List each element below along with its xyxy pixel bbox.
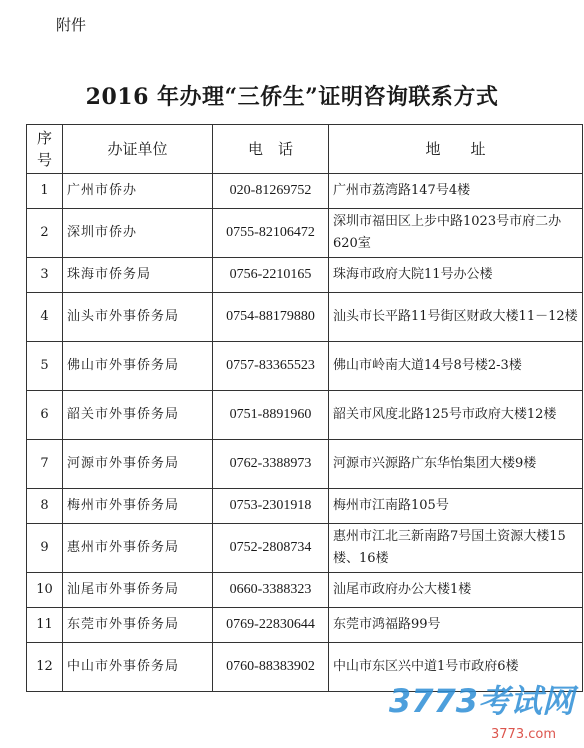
row-unit: 深圳市侨办	[63, 209, 213, 258]
table-row	[27, 342, 583, 391]
row-phone: 0757-83365523	[213, 342, 329, 391]
row-address: 惠州市江北三新南路7号国土资源大楼15楼、16楼	[329, 524, 583, 573]
row-unit: 广州市侨办	[63, 174, 213, 209]
attachment-label: 附件	[56, 16, 87, 34]
table-row	[27, 293, 583, 342]
row-address: 中山市东区兴中道1号市政府6楼	[329, 643, 583, 692]
row-phone: 0751-8891960	[213, 391, 329, 440]
row-index: 5	[27, 342, 63, 391]
document-title: 2016 年办理“三侨生”证明咨询联系方式	[85, 84, 499, 110]
row-unit: 东莞市外事侨务局	[63, 608, 213, 643]
row-address: 河源市兴源路广东华怡集团大楼9楼	[329, 440, 583, 489]
header-unit: 办证单位	[63, 125, 213, 174]
row-phone: 0756-2210165	[213, 258, 329, 293]
row-address: 东莞市鸿福路99号	[329, 608, 583, 643]
header-phone: 电 话	[213, 125, 329, 174]
row-phone: 0754-88179880	[213, 293, 329, 342]
row-unit: 河源市外事侨务局	[63, 440, 213, 489]
table-row	[27, 391, 583, 440]
row-address: 珠海市政府大院11号办公楼	[329, 258, 583, 293]
row-index: 6	[27, 391, 63, 440]
row-index: 7	[27, 440, 63, 489]
row-unit: 汕头市外事侨务局	[63, 293, 213, 342]
row-address: 韶关市风度北路125号市政府大楼12楼	[329, 391, 583, 440]
row-address: 汕尾市政府办公大楼1楼	[329, 573, 583, 608]
row-phone: 0762-3388973	[213, 440, 329, 489]
row-unit: 韶关市外事侨务局	[63, 391, 213, 440]
row-phone: 0752-2808734	[213, 524, 329, 573]
watermark-logo: 3773考试网	[388, 682, 574, 720]
row-phone: 0660-3388323	[213, 573, 329, 608]
row-index: 8	[27, 489, 63, 524]
row-index: 11	[27, 608, 63, 643]
row-address: 深圳市福田区上步中路1023号市府二办620室	[329, 209, 583, 258]
row-index: 10	[27, 573, 63, 608]
row-index: 4	[27, 293, 63, 342]
header-address: 地 址	[329, 125, 583, 174]
row-phone: 0769-22830644	[213, 608, 329, 643]
row-index: 9	[27, 524, 63, 573]
table-row	[27, 489, 583, 524]
row-unit: 汕尾市外事侨务局	[63, 573, 213, 608]
table-row	[27, 174, 583, 209]
row-index: 12	[27, 643, 63, 692]
row-phone: 0760-88383902	[213, 643, 329, 692]
row-address: 广州市荔湾路147号4楼	[329, 174, 583, 209]
row-phone: 0753-2301918	[213, 489, 329, 524]
row-address: 汕头市长平路11号街区财政大楼11－12楼	[329, 293, 583, 342]
row-phone: 020-81269752	[213, 174, 329, 209]
table-row	[27, 524, 583, 573]
row-unit: 佛山市外事侨务局	[63, 342, 213, 391]
row-index: 2	[27, 209, 63, 258]
table-row	[27, 608, 583, 643]
header-index: 序号	[27, 125, 63, 174]
row-index: 1	[27, 174, 63, 209]
table-header-row	[27, 125, 583, 174]
row-index: 3	[27, 258, 63, 293]
row-address: 梅州市江南路105号	[329, 489, 583, 524]
row-unit: 中山市外事侨务局	[63, 643, 213, 692]
table-row	[27, 258, 583, 293]
row-address: 佛山市岭南大道14号8号楼2-3楼	[329, 342, 583, 391]
row-unit: 梅州市外事侨务局	[63, 489, 213, 524]
watermark-url: 3773.com	[491, 727, 556, 742]
row-unit: 惠州市外事侨务局	[63, 524, 213, 573]
table-row	[27, 573, 583, 608]
table-row	[27, 209, 583, 258]
table-row	[27, 440, 583, 489]
row-unit: 珠海市侨务局	[63, 258, 213, 293]
contact-table	[26, 124, 583, 692]
row-phone: 0755-82106472	[213, 209, 329, 258]
